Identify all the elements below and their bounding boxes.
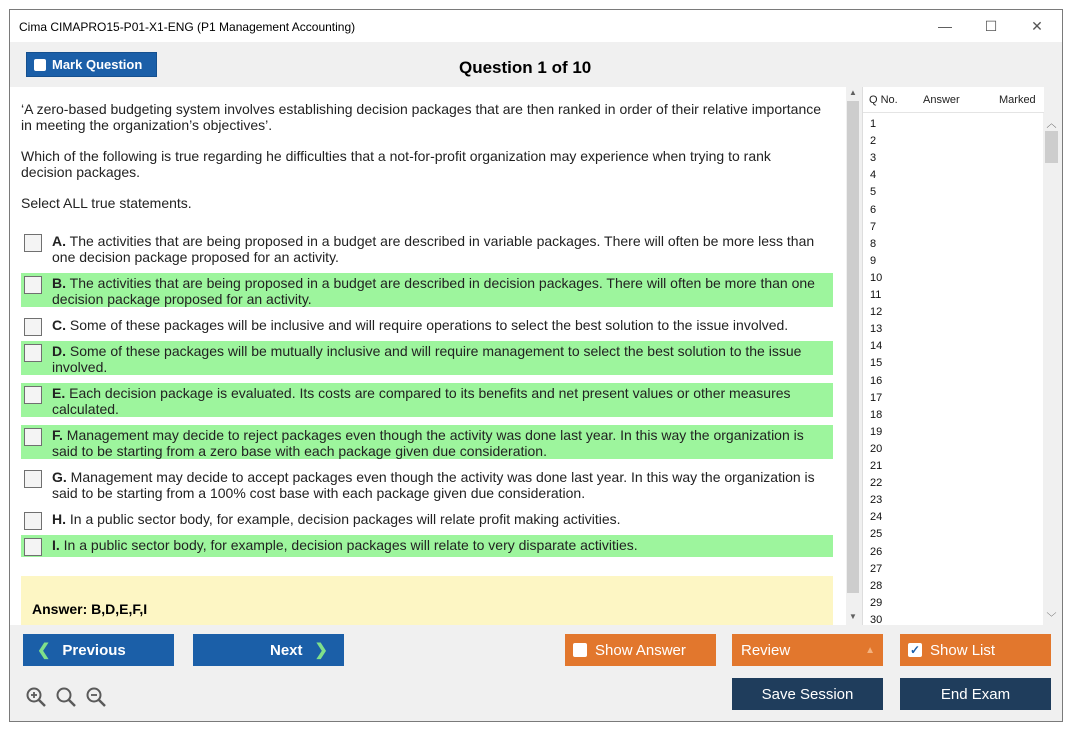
zoom-reset-icon[interactable] — [55, 686, 77, 714]
question-list-row[interactable]: 27 — [870, 562, 883, 575]
question-list-row[interactable]: 8 — [870, 237, 877, 250]
question-list-row[interactable]: 23 — [870, 494, 883, 507]
question-list-header — [863, 87, 1044, 113]
option-a[interactable] — [21, 231, 833, 265]
chevron-down-icon[interactable]: ﹀ — [1046, 613, 1057, 624]
minimize-button[interactable]: — — [938, 18, 952, 34]
option-g[interactable] — [21, 467, 833, 501]
question-list-row[interactable]: 13 — [870, 323, 883, 336]
mark-checkbox[interactable] — [34, 59, 46, 71]
save-session-button[interactable] — [732, 678, 883, 710]
previous-button[interactable] — [23, 634, 174, 666]
option-text: F. Management may decide to reject packages even though the activity was done last year. In this way the organization is said to be starting from a zero base with each package given due consideration. — [52, 427, 804, 459]
option-i[interactable] — [21, 535, 833, 557]
scroll-down-icon[interactable]: ▼ — [849, 612, 857, 621]
mark-question-button[interactable] — [26, 52, 157, 77]
next-button[interactable] — [193, 634, 344, 666]
show-answer-checkbox[interactable] — [573, 643, 587, 657]
question-list-row[interactable]: 24 — [870, 511, 883, 524]
chevron-left-icon: ❮ — [37, 642, 51, 659]
option-b[interactable] — [21, 273, 833, 307]
list-scrollbar[interactable] — [1043, 113, 1060, 625]
previous-label: Previous — [62, 641, 126, 659]
option-checkbox[interactable] — [24, 344, 42, 362]
save-session-label: Save Session — [761, 685, 854, 703]
question-list-row[interactable]: 22 — [870, 477, 883, 490]
list-scroll-thumb[interactable] — [1045, 131, 1058, 163]
maximize-button[interactable]: ☐ — [984, 18, 998, 34]
option-text: G. Management may decide to accept packages even though the activity was done last year. In this way the organization is said to be starting from a 100% cost base with each package given due consideration. — [52, 469, 815, 501]
option-checkbox[interactable] — [24, 538, 42, 556]
option-f[interactable] — [21, 425, 833, 459]
scroll-up-icon[interactable]: ▲ — [849, 88, 857, 97]
option-h[interactable] — [21, 509, 833, 531]
chevron-up-icon[interactable]: ︿ — [1046, 119, 1057, 130]
question-prompt: Which of the following is true regarding he difficulties that a not-for-profit organization may experience when trying to rank decision packages. — [21, 148, 771, 180]
option-e[interactable] — [21, 383, 833, 417]
question-list-row[interactable]: 7 — [870, 220, 877, 233]
question-list-row[interactable]: 28 — [870, 579, 883, 592]
dropdown-arrow-icon: ▲ — [865, 644, 875, 656]
exam-window — [9, 9, 1063, 722]
question-list-row[interactable]: 11 — [870, 289, 882, 301]
window-title: Cima CIMAPRO15-P01-X1-ENG (P1 Management Accounting) — [19, 20, 356, 34]
question-list-row[interactable]: 5 — [870, 186, 877, 199]
question-list-row[interactable]: 20 — [870, 442, 883, 455]
mark-question-label: Mark Question — [52, 57, 143, 72]
option-checkbox[interactable] — [24, 428, 42, 446]
question-list — [862, 87, 1044, 625]
question-list-row[interactable]: 26 — [870, 545, 883, 558]
option-text: A. The activities that are being proposed in a budget are described in variable packages. There will often be more less than one decision package proposed for an activity. — [52, 233, 815, 265]
question-list-row[interactable]: 15 — [870, 357, 883, 370]
option-checkbox[interactable] — [24, 276, 42, 294]
question-title: Question 1 of 10 — [459, 58, 592, 77]
option-text: C. Some of these packages will be inclusive and will require operations to select the best solution to the issue involved. — [52, 317, 789, 333]
question-toolbar — [10, 42, 1062, 87]
option-text: D. Some of these packages will be mutually inclusive and will require management to select the best solution to the issue involved. — [52, 343, 802, 375]
question-list-row[interactable]: 6 — [870, 203, 877, 216]
next-label: Next — [270, 641, 303, 659]
question-list-row[interactable]: 16 — [870, 374, 883, 387]
review-dropdown[interactable] — [732, 634, 883, 666]
question-list-row[interactable]: 10 — [870, 271, 883, 284]
question-instruction: Select ALL true statements. — [21, 195, 192, 211]
question-list-row[interactable]: 4 — [870, 169, 877, 182]
question-scrollbar[interactable] — [846, 87, 860, 625]
question-list-row[interactable]: 30 — [870, 613, 883, 625]
review-label: Review — [741, 641, 791, 659]
option-checkbox[interactable] — [24, 318, 42, 336]
question-list-row[interactable]: 21 — [870, 460, 883, 472]
option-checkbox[interactable] — [24, 512, 42, 530]
question-list-row[interactable]: 9 — [870, 254, 877, 267]
header-marked: Marked — [999, 94, 1036, 106]
question-list-row[interactable]: 12 — [870, 306, 883, 319]
option-text: E. Each decision package is evaluated. Its costs are compared to its benefits and net present values or other measures calculated. — [52, 385, 791, 417]
option-d[interactable] — [21, 341, 833, 375]
show-list-label: Show List — [930, 641, 996, 659]
option-checkbox[interactable] — [24, 234, 42, 252]
option-text: I. In a public sector body, for example, decision packages will relate to very disparate activities. — [52, 537, 638, 553]
question-list-row[interactable]: 29 — [870, 596, 883, 609]
header-answer: Answer — [923, 94, 960, 106]
question-list-row[interactable]: 17 — [870, 391, 883, 404]
question-list-row[interactable]: 14 — [870, 340, 883, 353]
header-qno: Q No. — [869, 94, 898, 106]
question-list-row[interactable]: 19 — [870, 425, 883, 438]
close-button[interactable]: ✕ — [1031, 18, 1043, 34]
option-checkbox[interactable] — [24, 470, 42, 488]
title-bar — [10, 10, 1062, 42]
question-intro: ‘A zero-based budgeting system involves establishing decision packages that are then ranked in order of their relative importance in meeting the organization’s objectives’. — [21, 101, 822, 133]
question-list-row[interactable]: 18 — [870, 408, 883, 421]
question-list-row[interactable]: 3 — [870, 152, 877, 165]
question-panel — [10, 87, 846, 625]
show-list-button[interactable] — [900, 634, 1051, 666]
chevron-right-icon: ❯ — [314, 642, 328, 659]
scroll-thumb[interactable] — [847, 101, 859, 593]
end-exam-button[interactable] — [900, 678, 1051, 710]
option-checkbox[interactable] — [24, 386, 42, 404]
question-list-row[interactable]: 2 — [870, 135, 877, 148]
answer-text: Answer: B,D,E,F,I — [32, 601, 148, 617]
option-text: H. In a public sector body, for example, decision packages will relate profit making activities. — [52, 511, 621, 527]
show-list-checkbox[interactable]: ✓ — [909, 643, 921, 657]
end-exam-label: End Exam — [940, 685, 1011, 703]
zoom-out-icon[interactable] — [85, 686, 107, 714]
option-text: B. The activities that are being proposed in a budget are described in decision packages. There will often be more than one decision package proposed for an activity. — [52, 275, 815, 307]
show-answer-label: Show Answer — [595, 641, 686, 659]
option-c[interactable] — [21, 315, 833, 337]
question-list-row[interactable]: 25 — [870, 528, 883, 541]
zoom-in-icon[interactable] — [25, 686, 47, 714]
answer-panel — [21, 576, 833, 625]
show-answer-button[interactable] — [565, 634, 716, 666]
question-list-row[interactable]: 1 — [870, 118, 877, 130]
